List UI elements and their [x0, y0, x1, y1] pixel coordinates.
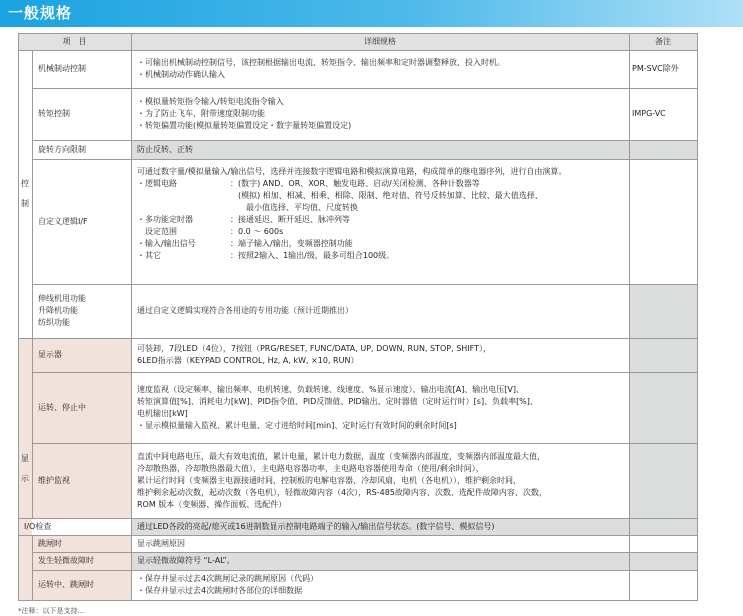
row-detail-special: 通过自定义逻辑实现符合各用途的专用功能（预计近期推出） — [137, 306, 353, 315]
divider — [18, 338, 697, 339]
row-name-maintenance: 维护监视 — [32, 443, 131, 518]
logic-item: (模拟) 相加、相减、相乘、相除、限制、绝对值、符号反转加算、比较、最大值选择、 — [230, 191, 543, 200]
divider — [18, 518, 697, 519]
row-note-trip — [629, 535, 697, 552]
row-name-io: I/O检查 — [24, 521, 52, 531]
row-detail-io: 通过LED各段的亮起/熄灭或16进制数显示控制电路端子的输入/输出信号状态。(数字信号、模拟信号) — [131, 518, 629, 535]
col-header-item: 项 目 — [18, 33, 131, 50]
col-header-note: 备注 — [629, 33, 697, 50]
divider — [18, 50, 697, 51]
logic-item: ・输入/输出信号 ：端子输入/输出，变频器控制功能 — [137, 239, 353, 248]
row-note-special — [629, 284, 697, 338]
table-border-bottom — [18, 600, 697, 601]
logic-item: ・其它 ：按照2输入、1输出/级，最多可组合100级。 — [137, 251, 395, 260]
row-name-running: 运转、停止中 — [32, 372, 131, 443]
row-name-display: 显示器 — [32, 338, 131, 372]
row-note-maintenance — [629, 443, 697, 518]
group-label-control: 控 制 — [21, 179, 29, 208]
logic-item: ・逻辑电路 ：(数字) AND、OR、XOR、触发电路、启动/关闭检测、各种计数器等 — [137, 179, 480, 188]
row-name-trip: 跳闸时 — [32, 535, 131, 552]
row-note-display — [629, 338, 697, 372]
row-note-history — [629, 570, 697, 600]
divider — [18, 535, 697, 536]
row-note-customlogic — [629, 159, 697, 284]
row-note-brake: PM-SVC除外 — [632, 64, 679, 73]
row-detail-trip: 显示跳闸原因 — [137, 538, 185, 548]
logic-item: ・多功能定时器 ：接通延迟、断开延迟、脉冲列等 — [137, 215, 350, 224]
logic-item: 最小值选择、平均值、尺度转换 — [230, 203, 358, 212]
row-note-minor-fault — [629, 552, 697, 570]
divider — [629, 33, 630, 601]
row-name-brake: 机械制动控制 — [38, 64, 86, 73]
row-detail-torque: ・模拟量转矩指令输入/转矩电流指令输入 ・为了防止飞车，附带速度限制功能 ・转矩偏置功能(模拟量转矩偏置设定・数字量转矩偏置设定) — [137, 97, 352, 130]
row-detail-brake: ・可输出机械制动控制信号，该控制根据输出电流、转矩指令、输出频率和定时器调整释放、投入时机。 ・机械制动动作确认输入 — [137, 58, 505, 79]
row-name-history: 运转中、跳闸时 — [32, 570, 131, 600]
logic-item: 设定范围 ：0.0 ～ 600s — [137, 227, 284, 236]
group-label-display: 显 示 — [18, 338, 32, 600]
row-detail-rotation: 防止反转、正转 — [131, 140, 629, 159]
row-detail-running: 速度监视（设定频率、输出频率、电机转速、负载转速、线速度、%显示速度），输出电流[A]、输出电压[V]、 转矩演算值[%]、消耗电力[kW]、PID指令值、PID反馈值、PID输出、定时器值（定时运行时）[s]、负载率[%]、 电机输出[kW] ・显示模拟量输入监视、累计电量、定寸进给时间[min]、定时运行有效时间的剩余时间[s] — [137, 384, 538, 430]
row-name-customlogic: 自定义逻辑I/F — [38, 216, 88, 226]
row-note-rotation — [629, 140, 697, 159]
table-border-right — [697, 33, 698, 601]
row-note-io — [629, 518, 697, 535]
section-header — [0, 0, 743, 27]
divider — [32, 50, 33, 518]
col-header-detail: 详细规格 — [131, 33, 629, 50]
row-name-minor-fault: 发生轻微故障时 — [32, 552, 131, 570]
row-detail-display: 可装卸，7段LED（4位），7按钮（PRG/RESET, FUNC/DATA, UP, DOWN, RUN, STOP, SHIFT）， 6LED指示器（KEYPAD CONTROL, Hz, A, kW, ×10, RUN） — [137, 344, 492, 365]
row-detail-minor-fault: 显示轻微故障符号 “L-AL”。 — [131, 552, 629, 570]
section-title: 一般规格 — [8, 4, 73, 22]
divider — [32, 535, 33, 600]
footnote: *注释：以下是支持... — [18, 607, 85, 615]
table-border-left — [18, 33, 19, 601]
row-name-torque: 转矩控制 — [38, 109, 70, 118]
row-note-torque: IMPG-VC — [632, 109, 666, 118]
row-detail-customlogic: 可通过数字量/模拟量输入/输出信号，选择并连接数字逻辑电路和模拟演算电路，构成简单的继电器序列，进行自由演算。 ・逻辑电路 ：(数字) AND、OR、XOR、触发电路、启动/关闭检测、各种计数器等 (模拟) 相加、相减、相乘、相除、限制、绝对值、符号反转加算、比较、最大值选择、 最小值选择、平均值、尺度转换 ・多功能定时器 ：接通延迟、断开延迟、脉冲列等 设定范围 ：0.0 ～ 600s ・输入/输出信号 ：端子输入/输出，变频器控制功能 ・其它 ：按照2输入、1输出/级，最多可组合100级。 — [131, 159, 629, 284]
row-name-rotation: 旋转方向限制 — [38, 144, 86, 154]
row-detail-history: ・保存并显示过去4次跳闸记录的跳闸原因（代码） ・保存并显示过去4次跳闸时各部位的详细数据 — [137, 574, 319, 595]
row-note-running — [629, 372, 697, 443]
table-border-top — [18, 33, 697, 34]
divider — [131, 33, 132, 601]
row-detail-maintenance: 直流中间电路电压，最大有效电流值，累计电量，累计电力数据，温度（变频器内部温度，变频器内部温度最大值， 冷却散热器，冷却散热器最大值），主电路电容器功率，主电路电容器使用寿命（使用/剩余时间）， 累计运行时间（变频器主电源接通时间，控制板的电解电容器，冷却风扇，电机（各电机）），维护剩余时间， 维护剩余起动次数，起动次数（各电机），轻微故障内容（4次），RS-485故障内容、次数、选配件故障内容、次数， ROM 版本（变频器、操作面板、选配件） — [137, 451, 547, 509]
row-name-special: 伸线机用功能 升降机功能 纺织功能 — [38, 294, 86, 327]
